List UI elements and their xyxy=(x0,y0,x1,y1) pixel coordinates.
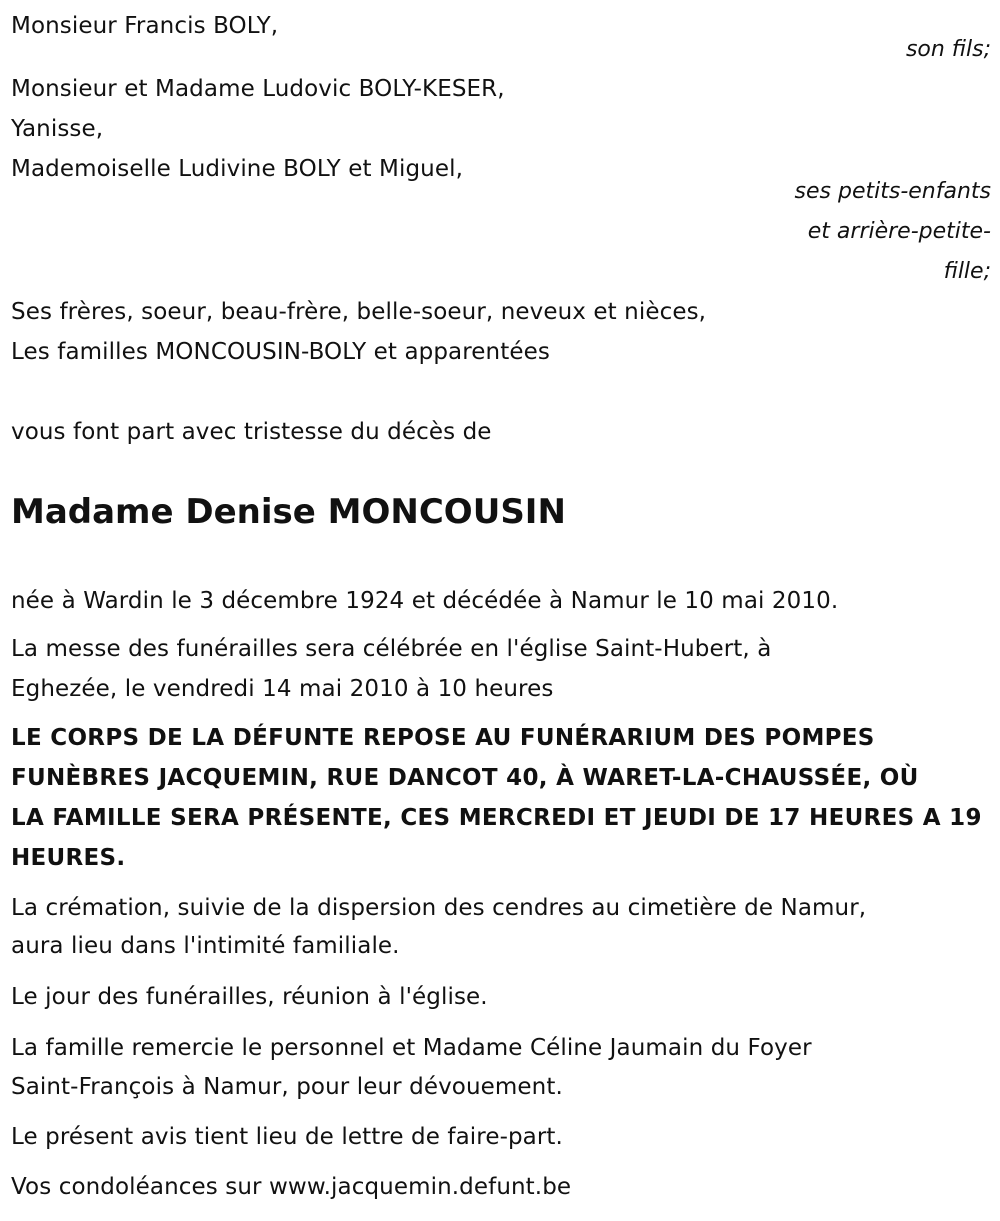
grandchild-line: Yanisse, xyxy=(11,116,104,142)
son-name: Monsieur Francis BOLY, xyxy=(11,13,279,39)
notice-text: Le présent avis tient lieu de lettre de faire-part. xyxy=(11,1124,563,1150)
grandchild-line: Mademoiselle Ludivine BOLY et Miguel, xyxy=(11,156,463,182)
thanks-text: La famille remercie le personnel et Madame Céline Jaumain du Foyer xyxy=(11,1035,812,1061)
birth-death-text: née à Wardin le 3 décembre 1924 et décédée à Namur le 10 mai 2010. xyxy=(11,588,839,614)
repose-text: HEURES. xyxy=(11,845,126,871)
deceased-name: Madame Denise MONCOUSIN xyxy=(11,492,566,532)
relatives-line: Les familles MONCOUSIN-BOLY et apparentées xyxy=(11,339,550,365)
relatives-line: Ses frères, soeur, beau-frère, belle-soeur, neveux et nièces, xyxy=(11,299,707,325)
grandchildren-role: et arrière-petite- xyxy=(807,219,991,244)
son-role: son fils; xyxy=(905,37,991,62)
mass-text: La messe des funérailles sera célébrée en l'église Saint-Hubert, à xyxy=(11,636,772,662)
reunion-text: Le jour des funérailles, réunion à l'église. xyxy=(11,984,488,1010)
grandchild-line: Monsieur et Madame Ludovic BOLY-KESER, xyxy=(11,76,505,102)
repose-text: FUNÈBRES JACQUEMIN, RUE DANCOT 40, À WARET-LA-CHAUSSÉE, OÙ xyxy=(11,765,919,791)
cremation-text: aura lieu dans l'intimité familiale. xyxy=(11,933,400,959)
repose-text: LE CORPS DE LA DÉFUNTE REPOSE AU FUNÉRARIUM DES POMPES xyxy=(11,725,875,751)
repose-text: LA FAMILLE SERA PRÉSENTE, CES MERCREDI ET JEUDI DE 17 HEURES A 19 xyxy=(11,805,982,831)
mass-text: Eghezée, le vendredi 14 mai 2010 à 10 heures xyxy=(11,676,554,702)
grandchildren-role: ses petits-enfants xyxy=(794,179,991,204)
thanks-text: Saint-François à Namur, pour leur dévouement. xyxy=(11,1074,563,1100)
condolences-text: Vos condoléances sur www.jacquemin.defunt.be xyxy=(11,1174,572,1200)
cremation-text: La crémation, suivie de la dispersion des cendres au cimetière de Namur, xyxy=(11,895,867,921)
announcement-text: vous font part avec tristesse du décès de xyxy=(11,419,492,445)
grandchildren-role: fille; xyxy=(943,259,991,284)
